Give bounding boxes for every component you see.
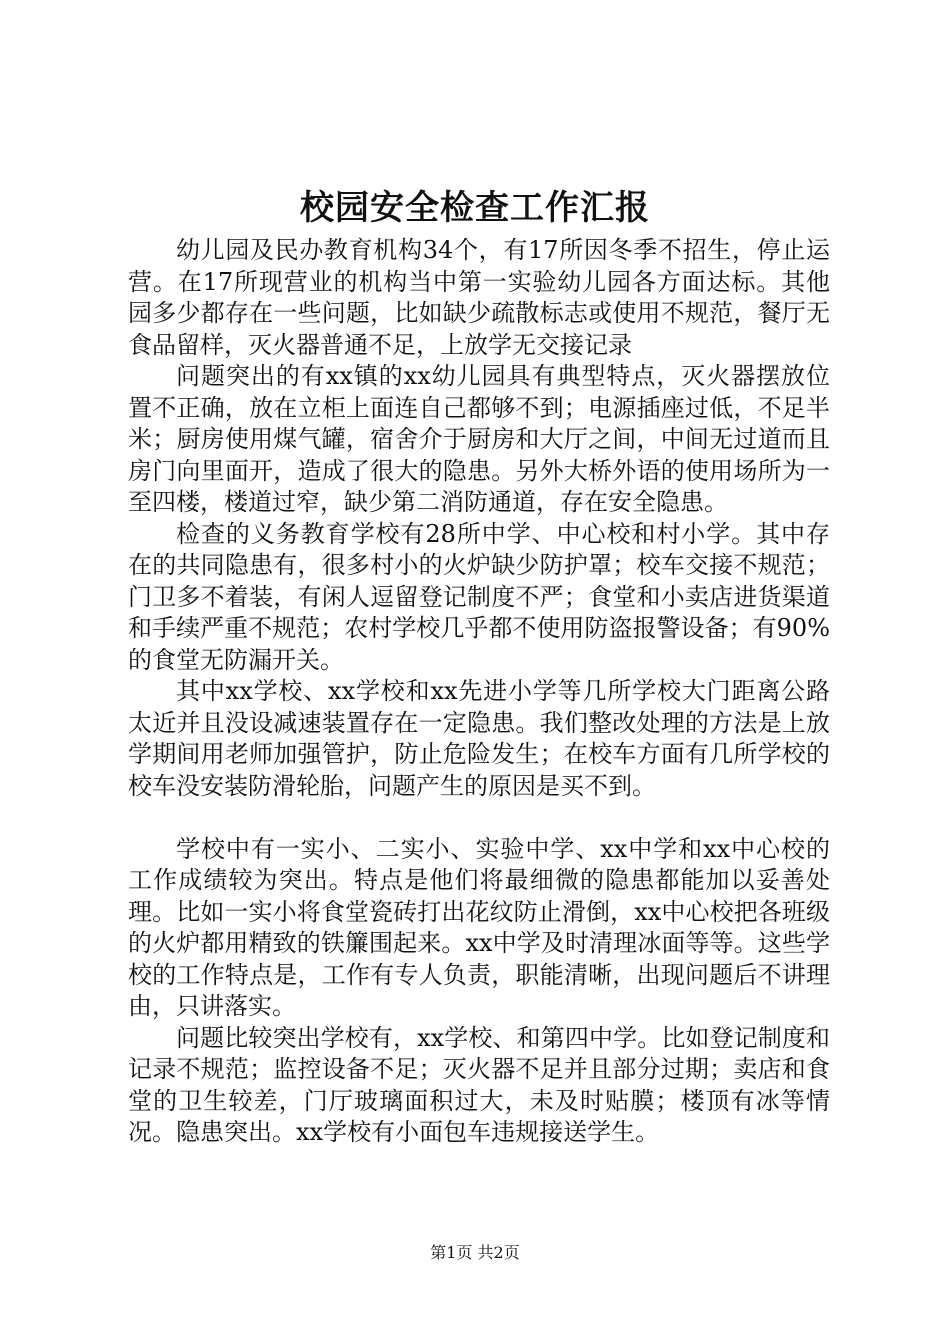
paragraph-spacer — [128, 802, 830, 834]
paragraph-5: 学校中有一实小、二实小、实验中学、xx中学和xx中心校的工作成绩较为突出。特点是他们将最细微的隐患都能加以妥善处理。比如一实小将食堂瓷砖打出花纹防止滑倒，xx中心校把各班级的火炉都用精致的铁簾围起来。xx中学及时清理冰面等等。这些学校的工作特点是，工作有专人负责，职能清晰，出现问题后不讲理由，只讲落实。 — [128, 834, 830, 1020]
paragraph-6: 问题比较突出学校有，xx学校、和第四中学。比如登记制度和记录不规范；监控设备不足；灭火器不足并且部分过期；卖店和食堂的卫生较差，门厅玻璃面积过大，未及时贴膜；楼顶有冰等情况。隐患突出。xx学校有小面包车违规接送学生。 — [128, 1023, 830, 1146]
paragraph-4: 其中xx学校、xx学校和xx先进小学等几所学校大门距离公路太近并且没设减速装置存在一定隐患。我们整改处理的方法是上放学期间用老师加强管护，防止危险发生；在校车方面有几所学校的校车没安装防滑轮胎，问题产生的原因是买不到。 — [128, 677, 830, 800]
paragraph-3: 检查的义务教育学校有28所中学、中心校和村小学。其中存在的共同隐患有，很多村小的火炉缺少防护罩；校车交接不规范；门卫多不着装，有闲人逗留登记制度不严；食堂和小卖店进货渠道和手续严重不规范；农村学校几乎都不使用防盗报警设备；有90%的食堂无防漏开关。 — [128, 519, 830, 674]
paragraph-2: 问题突出的有xx镇的xx幼儿园具有典型特点，灭火器摆放位置不正确，放在立柜上面连自己都够不到；电源插座过低，不足半米；厨房使用煤气罐，宿舍介于厨房和大厅之间，中间无过道而且房门向里面开，造成了很大的隐患。另外大桥外语的使用场所为一至四楼，楼道过窄，缺少第二消防通道，存在安全隐患。 — [128, 362, 830, 516]
document-body — [128, 235, 830, 1149]
document-title: 校园安全检查工作汇报 — [300, 188, 650, 228]
page-footer: 第1页 共2页 — [430, 1243, 520, 1262]
paragraph-1: 幼儿园及民办教育机构34个，有17所因冬季不招生，停止运营。在17所现营业的机构当中第一实验幼儿园各方面达标。其他园多少都存在一些问题，比如缺少疏散标志或使用不规范，餐厅无食品留样，灭火器普通不足，上放学无交接记录 — [128, 236, 830, 359]
